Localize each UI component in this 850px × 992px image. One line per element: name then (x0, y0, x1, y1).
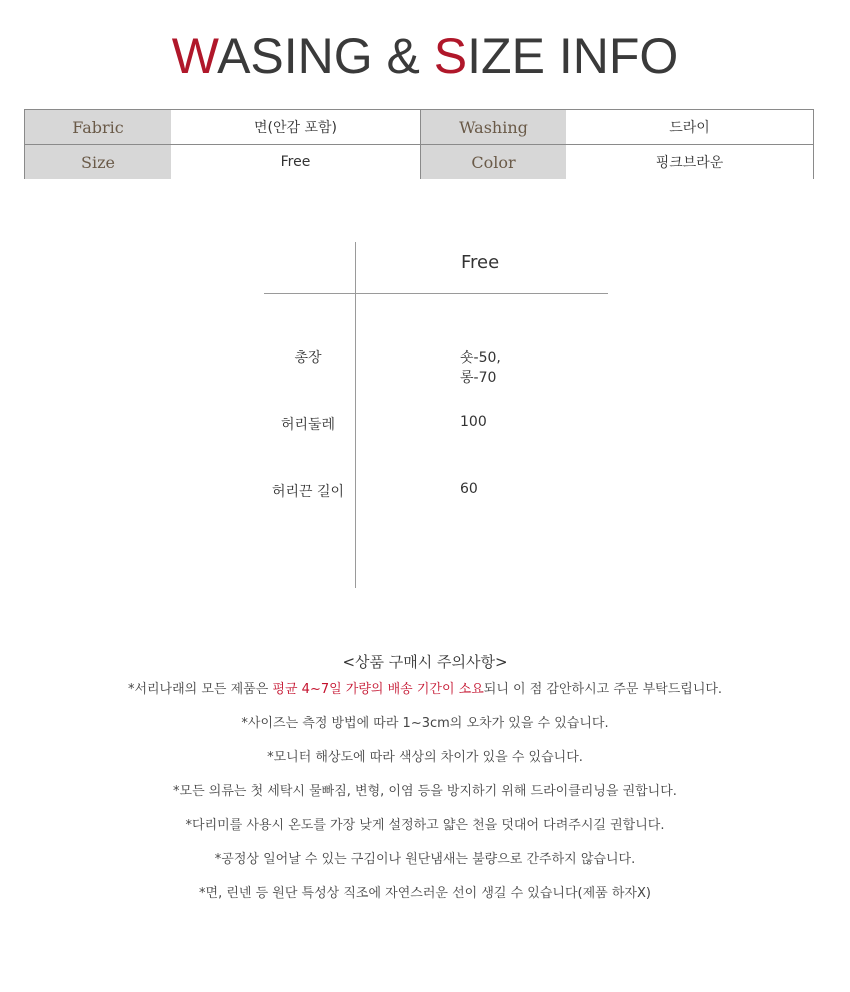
color-value: 핑크브라운 (566, 145, 813, 179)
size-row-label: 허리둘레 (280, 417, 336, 433)
notice-line: *모든 의류는 첫 세탁시 물빠짐, 변형, 이염 등을 방지하기 위해 드라이클리닝을 권합니다. (173, 784, 677, 799)
size-row-value: 숏-50, 롱-70 (460, 350, 501, 386)
notice-title: <상품 구매시 주의사항> (342, 653, 508, 671)
notice-line: *면, 린넨 등 원단 특성상 직조에 자연스러운 선이 생길 수 있습니다(제품 하자X) (199, 886, 651, 901)
notice-line1-highlight: 평균 4~7일 가량의 배송 기간이 소요 (272, 682, 484, 697)
product-info-table (24, 109, 814, 179)
size-row-value: 60 (460, 481, 478, 497)
fabric-label: Fabric (25, 110, 171, 145)
page-title (0, 26, 850, 86)
size-row-value: 100 (460, 414, 487, 430)
size-chart-horizontal-divider (264, 293, 608, 294)
size-value: Free (171, 145, 420, 179)
purchase-notice (0, 652, 850, 918)
title-part1: ASING & (217, 28, 434, 84)
title-part2: IZE INFO (467, 28, 679, 84)
color-label: Color (420, 145, 566, 179)
fabric-value: 면(안감 포함) (171, 110, 420, 145)
notice-line1-pre: *서리나래의 모든 제품은 (127, 682, 273, 697)
size-chart-header: Free (461, 252, 500, 273)
washing-label: Washing (420, 110, 566, 145)
notice-line: *공정상 일어날 수 있는 구김이나 원단냄새는 불량으로 간주하지 않습니다. (214, 852, 636, 867)
title-accent-s: S (433, 28, 468, 84)
notice-line: *다리미를 사용시 온도를 가장 낮게 설정하고 얇은 천을 덧대어 다려주시길 권합니다. (185, 818, 665, 833)
title-accent-w: W (171, 28, 218, 84)
notice-line1-post: 되니 이 점 감안하시고 주문 부탁드립니다. (483, 682, 723, 697)
size-row-label: 총장 (294, 350, 322, 366)
notice-line: *사이즈는 측정 방법에 따라 1~3cm의 오차가 있을 수 있습니다. (241, 716, 609, 731)
notice-line: *모니터 해상도에 따라 색상의 차이가 있을 수 있습니다. (267, 750, 583, 765)
size-label: Size (25, 145, 171, 179)
notice-line (0, 680, 850, 714)
washing-value: 드라이 (566, 110, 813, 145)
size-row-label: 허리끈 길이 (271, 484, 345, 500)
